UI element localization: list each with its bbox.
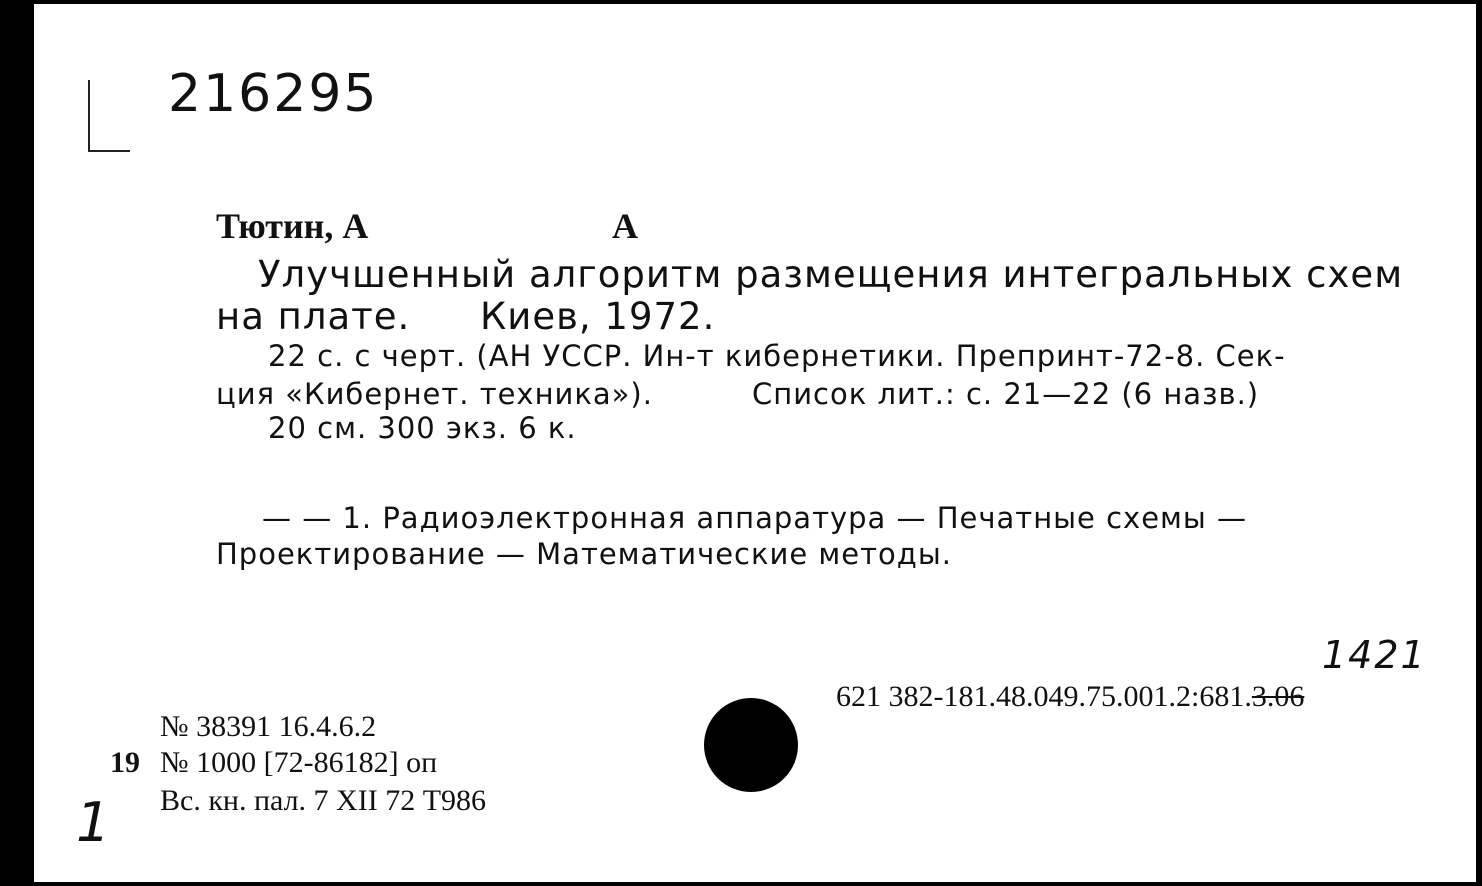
author-letter: А — [612, 206, 638, 246]
title-line-1: Улучшенный алгоритм размещения интегральных схем — [258, 253, 1404, 296]
punch-hole — [704, 698, 798, 792]
title-line-2a: на плате. — [216, 295, 411, 338]
number-line-1: № 38391 16.4.6.2 — [160, 710, 377, 743]
description-line-1: 22 с. с черт. (АН УССР. Ин-т кибернетики. Препринт-72-8. Сек- — [268, 339, 1286, 373]
udc-code — [836, 682, 1304, 712]
number-line-2: № 1000 [72-86182] оп — [160, 746, 438, 779]
card-bottom-edge — [0, 882, 1482, 886]
handwritten-class-number: 1421 — [1322, 633, 1427, 677]
card-right-edge — [1476, 0, 1482, 886]
bracket-mark — [88, 80, 130, 152]
udc-code-struck: 3.06 — [1251, 680, 1305, 713]
card-left-edge — [0, 0, 34, 886]
description-line-3: 20 см. 300 экз. 6 к. — [268, 411, 577, 445]
description-line-2b: Список лит.: с. 21—22 (6 назв.) — [752, 377, 1260, 411]
subject-line-1: — — 1. Радиоэлектронная аппаратура — Печатные схемы — — [262, 501, 1248, 535]
author-name: Тютин, А — [216, 206, 369, 246]
description-line-2a: ция «Кибернет. техника»). — [216, 377, 653, 411]
number-line-3: Вс. кн. пал. 7 XII 72 Т986 — [160, 784, 487, 817]
card-top-edge — [0, 0, 1482, 4]
udc-code-main: 621 382-181.48.049.75.001.2:681. — [836, 680, 1252, 713]
title-line-2b: Киев, 1972. — [480, 295, 716, 338]
subject-line-2: Проектирование — Математические методы. — [216, 537, 952, 571]
card-number-handwritten: 216295 — [168, 64, 379, 124]
handwritten-corner-number: 1 — [76, 791, 113, 854]
number-line-2-prefix: 19 — [110, 746, 140, 779]
